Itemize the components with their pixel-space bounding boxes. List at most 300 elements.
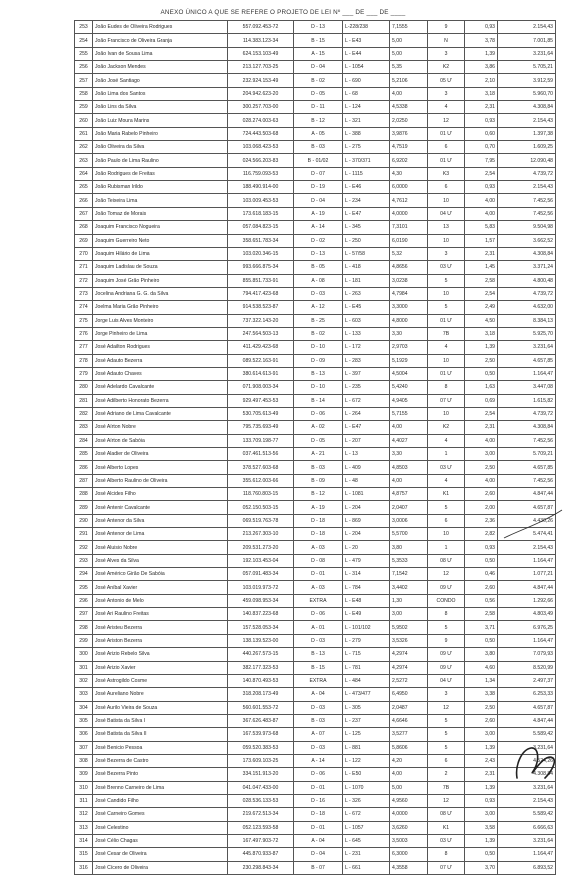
cell-cat: 5 [428,728,465,741]
cell-area: 3,00 [390,608,428,621]
cell-v2: 5.709,21 [498,448,556,461]
cell-name: João Rodrigues de Freitas [93,167,228,180]
cell-area: 7,1542 [390,568,428,581]
cell-num: 295 [75,581,93,594]
cell-cpf: 059.520.383-53 [228,741,294,754]
cell-ref: D - 04 [294,194,343,207]
table-row [75,221,556,234]
cell-ref: D - 09 [294,354,343,367]
cell-v2: 9.504,98 [498,221,556,234]
cell-ref: A - 02 [294,421,343,434]
table-row [75,87,556,100]
table-row [75,808,556,821]
cell-num: 315 [75,848,93,861]
cell-ref: D - 03 [294,634,343,647]
cell-name: Joaquim Guerreiro Neto [93,234,228,247]
table-row [75,848,556,861]
cell-num: 272 [75,274,93,287]
cell-v1: 0,60 [465,127,498,140]
cell-name: José Bezerra de Castro [93,754,228,767]
cell-cat: 1 [428,448,465,461]
cell-cpf: 993.666.875-34 [228,261,294,274]
cell-cat: 3 [428,688,465,701]
cell-cpf: 041.047.433-00 [228,781,294,794]
table-row [75,608,556,621]
cell-v2: 4.657,85 [498,461,556,474]
cell-ref: A - 12 [294,301,343,314]
cell-lote: L - 279 [343,634,390,647]
cell-cat: 5 [428,741,465,754]
cell-num: 299 [75,634,93,647]
cell-lote: L - E44 [343,47,390,60]
cell-ref: D - 08 [294,554,343,567]
cell-cat: 6 [428,754,465,767]
cell-v2: 4.657,85 [498,354,556,367]
cell-lote: L - E46 [343,181,390,194]
cell-v1: 2,31 [465,768,498,781]
cell-name: João Maria Rabelo Pinheiro [93,127,228,140]
cell-name: José Carneiro Gomes [93,808,228,821]
table-row [75,407,556,420]
cell-v2: 4.308,84 [498,421,556,434]
cell-lote: L - 484 [343,674,390,687]
cell-lote: L - E50 [343,768,390,781]
cell-lote: L - E48 [343,594,390,607]
cell-v2: 4.524,26 [498,754,556,767]
cell-name: José Adelardo Cavalcante [93,381,228,394]
cell-v1: 1,45 [465,261,498,274]
cell-ref: A - 21 [294,448,343,461]
cell-v1: 5,83 [465,221,498,234]
cell-area: 4,2974 [390,661,428,674]
cell-v1: 0,56 [465,594,498,607]
cell-v2: 1.397,38 [498,127,556,140]
table-row [75,594,556,607]
table-row [75,367,556,380]
cell-name: José Aírton Nobre [93,421,228,434]
cell-v1: 0,69 [465,394,498,407]
cell-lote: L - 672 [343,394,390,407]
cell-area: 7,1555 [390,21,428,34]
cell-ref: B - 03 [294,141,343,154]
cell-v1: 2,60 [465,488,498,501]
table-row [75,781,556,794]
cell-ref: D - 10 [294,381,343,394]
cell-v1: 0,93 [465,181,498,194]
table-row [75,634,556,647]
cell-v1: 1,39 [465,834,498,847]
handwritten-stroke [500,500,566,560]
cell-ref: D - 10 [294,341,343,354]
table-row [75,354,556,367]
table-row [75,247,556,260]
cell-lote: L - E49 [343,608,390,621]
cell-lote: L - 125 [343,728,390,741]
cell-num: 271 [75,261,93,274]
cell-area: 3,4402 [390,581,428,594]
cell-v1: 0,50 [465,554,498,567]
cell-name: João Rubisman Irildo [93,181,228,194]
cell-v2: 4.803,49 [498,608,556,621]
table-row [75,728,556,741]
cell-num: 265 [75,181,93,194]
cell-lote: L - 237 [343,714,390,727]
cell-v2: 4.847,44 [498,581,556,594]
cell-area: 4,00 [390,768,428,781]
cell-num: 266 [75,194,93,207]
table-row [75,61,556,74]
cell-ref: B - 01/02 [294,154,343,167]
cell-cat: K2 [428,61,465,74]
cell-num: 274 [75,301,93,314]
cell-cpf: 057.084.823-15 [228,221,294,234]
cell-area: 3,30 [390,327,428,340]
cell-v2: 4.308,84 [498,101,556,114]
cell-v2: 1.164,47 [498,634,556,647]
cell-area: 3,3000 [390,301,428,314]
cell-v1: 0,50 [465,634,498,647]
cell-lote: L - 715 [343,648,390,661]
cell-cat: 04 U' [428,207,465,220]
cell-lote: L - 1054 [343,61,390,74]
cell-cat: 4 [428,474,465,487]
cell-area: 5,8606 [390,741,428,754]
table-row [75,688,556,701]
cell-cpf: 209.531.273-20 [228,541,294,554]
cell-v2: 6.893,52 [498,861,556,874]
cell-v1: 3,70 [465,861,498,874]
cell-ref: B - 02 [294,327,343,340]
cell-ref: A - 03 [294,581,343,594]
cell-name: José Bezerra Pinto [93,768,228,781]
cell-cat: 6 [428,514,465,527]
cell-area: 4,6646 [390,714,428,727]
cell-cpf: 192.103.453-04 [228,554,294,567]
cell-name: João Lima dos Santos [93,87,228,100]
cell-ref: D - 01 [294,568,343,581]
cell-v2: 3.231,64 [498,341,556,354]
cell-area: 3,30 [390,448,428,461]
cell-cat: 1 [428,541,465,554]
cell-num: 268 [75,221,93,234]
table-body [75,21,556,875]
cell-v1: 4,50 [465,314,498,327]
cell-cpf: 157.528.053-34 [228,621,294,634]
cell-lote: L - 48 [343,474,390,487]
cell-num: 260 [75,114,93,127]
cell-cat: 04 U' [428,674,465,687]
cell-v2: 5.705,21 [498,61,556,74]
cell-cpf: 367.626.483-87 [228,714,294,727]
cell-name: João Lins da Silva [93,101,228,114]
cell-v1: 3,18 [465,87,498,100]
cell-area: 4,3558 [390,861,428,874]
cell-cpf: 103.020.346-15 [228,247,294,260]
cell-num: 255 [75,47,93,60]
cell-v2: 3.231,64 [498,47,556,60]
cell-area: 4,8757 [390,488,428,501]
cell-v1: 2,54 [465,167,498,180]
cell-num: 258 [75,87,93,100]
cell-v1: 2,54 [465,407,498,420]
cell-area: 5,3533 [390,554,428,567]
cell-cpf: 138.139.523-00 [228,634,294,647]
cell-name: José Américo Girão De Sabóia [93,568,228,581]
cell-ref: B - 03 [294,714,343,727]
cell-cpf: 445.870.933-87 [228,848,294,861]
cell-cpf: 037.461.513-56 [228,448,294,461]
cell-cpf: 737.322.143-20 [228,314,294,327]
cell-v2: 6.666,63 [498,821,556,834]
cell-area: 6,3000 [390,848,428,861]
cell-lote: L - 234 [343,194,390,207]
cell-cat: 3 [428,47,465,60]
cell-area: 5,2106 [390,74,428,87]
cell-ref: B - 05 [294,261,343,274]
cell-num: 288 [75,488,93,501]
cell-name: Jocelina Andriana G. G. da Silva [93,287,228,300]
cell-ref: B - 12 [294,488,343,501]
cell-v2: 3.447,08 [498,381,556,394]
cell-v2: 5.589,42 [498,728,556,741]
cell-v1: 1,39 [465,341,498,354]
table-row [75,74,556,87]
cell-cpf: 929.497.453-53 [228,394,294,407]
cell-v1: 2,58 [465,274,498,287]
table-row [75,421,556,434]
cell-v2: 5.960,70 [498,87,556,100]
table-row [75,794,556,807]
cell-v2: 6.253,33 [498,688,556,701]
cell-lote: L - 1115 [343,167,390,180]
cell-num: 314 [75,834,93,847]
table-row [75,194,556,207]
cell-ref: A - 05 [294,127,343,140]
cell-v2: 8.384,13 [498,314,556,327]
cell-cpf: 440.267.573-15 [228,648,294,661]
cell-v1: 7,95 [465,154,498,167]
cell-name: José Antenor de Lima [93,528,228,541]
cell-cat: 8 [428,848,465,861]
cell-ref: B - 13 [294,367,343,380]
cell-area: 2,5272 [390,674,428,687]
cell-v1: 0,93 [465,794,498,807]
cell-cpf: 103.019.973-72 [228,581,294,594]
cell-ref: D - 11 [294,101,343,114]
cell-v2: 5.474,41 [498,528,556,541]
cell-ref: A - 19 [294,207,343,220]
cell-name: João Eudes de Oliveira Rodrigues [93,21,228,34]
cell-v1: 2,58 [465,608,498,621]
cell-lote: L - 264 [343,407,390,420]
cell-cpf: 459.098.953-34 [228,594,294,607]
cell-lote: L - 181 [343,274,390,287]
cell-v1: 0,93 [465,541,498,554]
table-row [75,674,556,687]
cell-v2: 7.001,85 [498,34,556,47]
cell-v1: 3,58 [465,821,498,834]
cell-cat: 08 U' [428,554,465,567]
cell-lote: L - 101/102 [343,621,390,634]
cell-cat: 9 [428,634,465,647]
cell-name: João Tomaz de Morais [93,207,228,220]
cell-v1: 3,18 [465,327,498,340]
cell-ref: D - 19 [294,181,343,194]
cell-name: Joaquim Hilário de Lima [93,247,228,260]
cell-num: 257 [75,74,93,87]
cell-v2: 2.497,37 [498,674,556,687]
cell-name: José Aladier de Oliveira [93,448,228,461]
cell-name: José Antenir Cavalcante [93,501,228,514]
cell-v1: 2,31 [465,101,498,114]
cell-lote: L - 409 [343,461,390,474]
cell-lote: L - 172 [343,341,390,354]
cell-lote: L - 250 [343,234,390,247]
cell-ref: A - 15 [294,47,343,60]
cell-lote: L - 13 [343,448,390,461]
cell-v2: 4.739,72 [498,167,556,180]
cell-cat: K1 [428,821,465,834]
cell-area: 4,0000 [390,808,428,821]
cell-ref: A - 08 [294,274,343,287]
cell-area: 4,5338 [390,101,428,114]
cell-name: João Teixeira Lima [93,194,228,207]
cell-name: José Alberto Lopes [93,461,228,474]
cell-v1: 3,00 [465,808,498,821]
cell-name: José Arizio Rebelo Silva [93,648,228,661]
cell-lote: L - 263 [343,287,390,300]
cell-cpf: 355.612.003-66 [228,474,294,487]
cell-cat: 8 [428,608,465,621]
cell-ref: B - 03 [294,461,343,474]
cell-area: 3,6260 [390,821,428,834]
cell-area: 6,0190 [390,234,428,247]
cell-v2: 3.371,24 [498,261,556,274]
cell-ref: D - 03 [294,741,343,754]
table-row [75,167,556,180]
cell-lote: L - 235 [343,381,390,394]
cell-name: José Benicio Pessoa [93,741,228,754]
cell-num: 298 [75,621,93,634]
cell-name: José Aluisio Nobre [93,541,228,554]
cell-ref: D - 13 [294,247,343,260]
cell-area: 2,9703 [390,341,428,354]
table-row [75,394,556,407]
cell-lote: L - 397 [343,367,390,380]
cell-area: 3,9876 [390,127,428,140]
cell-cat: 10 [428,354,465,367]
cell-num: 311 [75,794,93,807]
cell-cpf: 795.735.693-49 [228,421,294,434]
cell-ref: D - 04 [294,61,343,74]
cell-lote: L - E47 [343,421,390,434]
cell-cpf: 380.614.613-91 [228,367,294,380]
cell-v2: 3.662,52 [498,234,556,247]
cell-v2: 4.430,26 [498,514,556,527]
cell-v2: 1.164,47 [498,367,556,380]
table-row [75,21,556,34]
cell-cat: 01 U' [428,154,465,167]
cell-ref: EXTRA [294,594,343,607]
cell-cat: 12 [428,114,465,127]
cell-ref: B - 14 [294,394,343,407]
cell-lote: L - 122 [343,754,390,767]
cell-ref: B - 07 [294,861,343,874]
cell-area: 5,00 [390,34,428,47]
cell-v2: 2.154,43 [498,541,556,554]
cell-num: 256 [75,61,93,74]
cell-lote: L - 275 [343,141,390,154]
cell-area: 5,32 [390,247,428,260]
cell-lote: L - 133 [343,327,390,340]
cell-cpf: 071.908.003-34 [228,381,294,394]
cell-v2: 5.925,70 [498,327,556,340]
cell-name: José Adilberto Honorato Bezerra [93,394,228,407]
cell-area: 3,0006 [390,514,428,527]
cell-cpf: 069.519.763-78 [228,514,294,527]
table-row [75,274,556,287]
cell-cat: 9 [428,21,465,34]
cell-num: 305 [75,714,93,727]
cell-cpf: 378.527.603-68 [228,461,294,474]
cell-ref: B - 09 [294,474,343,487]
cell-lote: L - 207 [343,434,390,447]
cell-ref: B - 12 [294,114,343,127]
cell-name: João Ivan de Sousa Lima [93,47,228,60]
cell-v1: 3,78 [465,34,498,47]
cell-num: 275 [75,314,93,327]
cell-name: Joaquim Francisco Nogueira [93,221,228,234]
cell-ref: A - 14 [294,754,343,767]
cell-num: 259 [75,101,93,114]
cell-name: José Adauto Bezerra [93,354,228,367]
cell-cat: 8 [428,381,465,394]
cell-area: 4,00 [390,474,428,487]
cell-cpf: 914.538.523-87 [228,301,294,314]
cell-ref: D - 04 [294,848,343,861]
cell-lote: L - 690 [343,74,390,87]
cell-num: 309 [75,768,93,781]
table-row [75,448,556,461]
table-row [75,34,556,47]
cell-name: José Brenno Carneiro de Lima [93,781,228,794]
cell-v1: 3,00 [465,728,498,741]
cell-name: José Adauto Chaves [93,367,228,380]
cell-cat: 01 U' [428,314,465,327]
cell-ref: D - 06 [294,608,343,621]
cell-lote: L - 479 [343,554,390,567]
cell-cat: 07 U' [428,394,465,407]
cell-name: José Cícero de Oliveira [93,861,228,874]
cell-v2: 8.520,99 [498,661,556,674]
cell-name: João Paulo de Lima Raulino [93,154,228,167]
table-row [75,341,556,354]
cell-name: José Alcides Filho [93,488,228,501]
cell-num: 303 [75,688,93,701]
cell-num: 294 [75,568,93,581]
cell-name: José Alves da Silva [93,554,228,567]
cell-v2: 4.739,72 [498,407,556,420]
cell-cpf: 855.851.733-91 [228,274,294,287]
cell-v2: 2.154,43 [498,794,556,807]
cell-ref: D - 01 [294,821,343,834]
cell-num: 276 [75,327,93,340]
cell-cat: K1 [428,488,465,501]
cell-ref: D - 06 [294,768,343,781]
cell-name: José Batista da Silva II [93,728,228,741]
cell-v1: 2,31 [465,247,498,260]
cell-num: 291 [75,528,93,541]
